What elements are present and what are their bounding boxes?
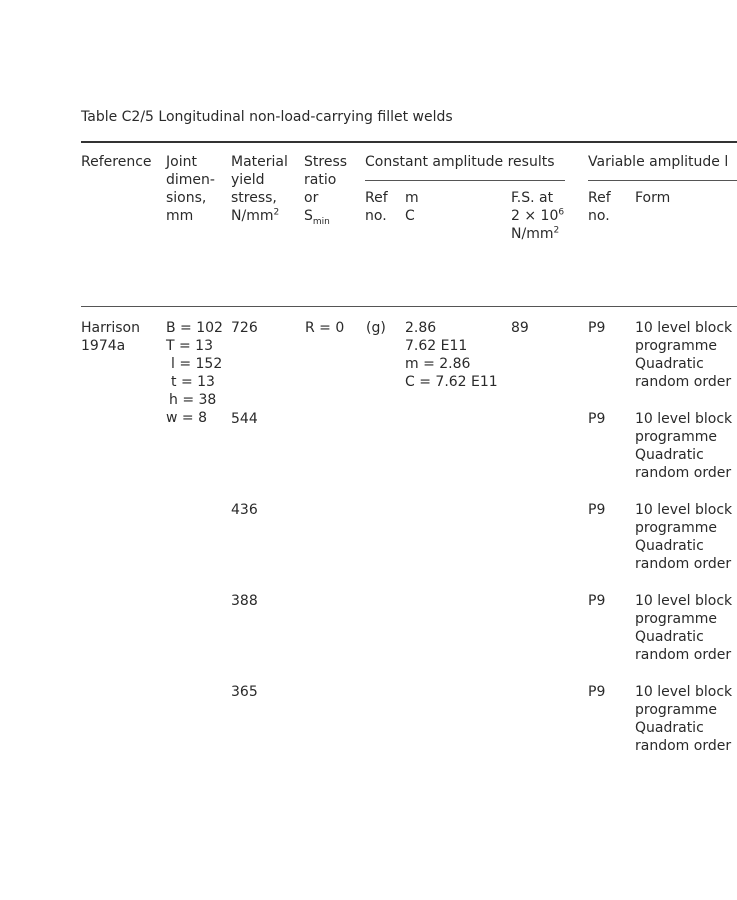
header-reference: Reference xyxy=(81,154,152,170)
header-fatigue-strength: F.S. at $2 \times 10^6$ $N/mm^2$ xyxy=(511,190,565,242)
cell-yield-stress: 388 xyxy=(231,593,258,609)
header-ref-no: Ref no. xyxy=(365,190,388,224)
header-material-yield-stress: Material yield stress, $N/mm^2$ xyxy=(231,154,288,224)
cell-reference: Harrison 1974a xyxy=(81,320,140,354)
cell-fatigue-strength: 89 xyxy=(511,320,529,336)
cell-ref-no: (g) xyxy=(366,320,386,336)
cell-yield-stress: 726 xyxy=(231,320,258,336)
header-m-c: m C xyxy=(405,190,419,224)
cell-yield-stress: 436 xyxy=(231,502,258,518)
header-bottom-rule xyxy=(81,306,737,307)
cell-joint-dimensions: B = 102 T = 13 l = 152 t = 13 h = 38 w = 8 xyxy=(166,320,223,426)
constant-group-rule xyxy=(365,180,565,181)
header-variable-amplitude-group: Variable amplitude l xyxy=(588,154,729,170)
cell-variable-ref: P9 xyxy=(588,502,606,518)
table-top-rule xyxy=(81,141,737,143)
cell-form: 10 level block programme Quadratic random order xyxy=(635,411,733,481)
cell-form: 10 level block programme Quadratic random order xyxy=(635,684,733,754)
cell-variable-ref: P9 xyxy=(588,320,606,336)
cell-yield-stress: 544 xyxy=(231,411,258,427)
variable-group-rule xyxy=(588,180,737,181)
cell-variable-ref: P9 xyxy=(588,411,606,427)
cell-m-c: 2.86 7.62 E11 m = 2.86 C = 7.62 E11 xyxy=(405,320,498,390)
cell-variable-ref: P9 xyxy=(588,593,606,609)
header-joint-dimensions: Joint dimen- sions, mm xyxy=(166,154,215,224)
header-variable-ref-no: Ref no. xyxy=(588,190,611,224)
cell-stress-ratio: R = 0 xyxy=(305,320,345,336)
table-caption: Table C2/5 Longitudinal non-load-carrying fillet welds xyxy=(81,109,453,125)
header-constant-amplitude-group: Constant amplitude results xyxy=(365,154,555,170)
cell-yield-stress: 365 xyxy=(231,684,258,700)
header-form: Form xyxy=(635,190,671,206)
cell-variable-ref: P9 xyxy=(588,684,606,700)
cell-form: 10 level block programme Quadratic random order xyxy=(635,593,733,663)
cell-form: 10 level block programme Quadratic random order xyxy=(635,502,733,572)
header-stress-ratio: Stress ratio or $S_{min}$ xyxy=(304,154,348,227)
cell-form: 10 level block programme Quadratic random order xyxy=(635,320,733,390)
